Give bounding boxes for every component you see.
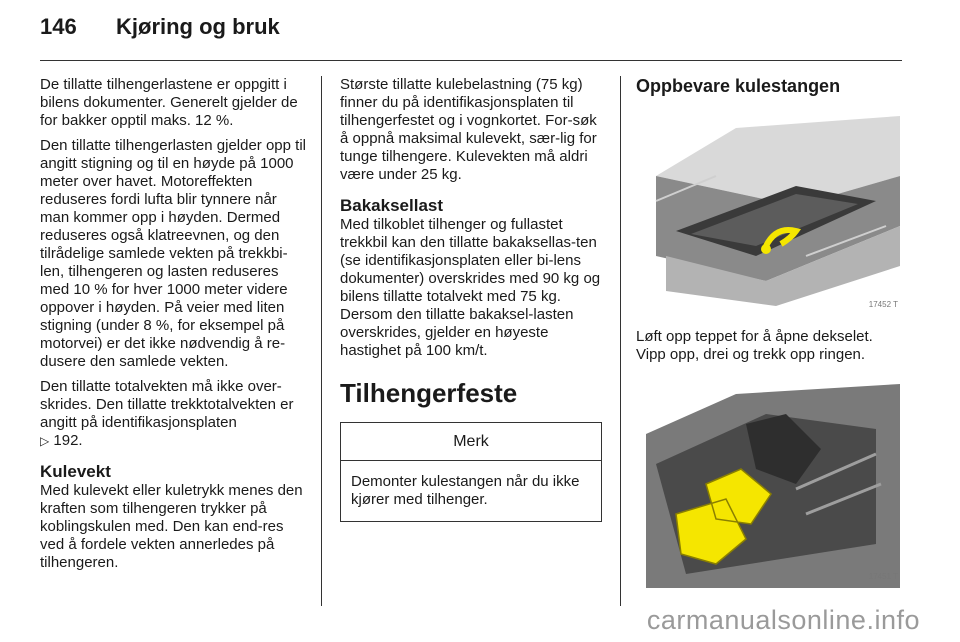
heading-tilhengerfeste: Tilhengerfeste	[340, 378, 518, 408]
paragraph: Med kulevekt eller kuletrykk menes den kraften som tilhengeren trykker på koblingskulen med. Den kan end-res ved å fordele vekten annerledes på tilhengeren.	[40, 482, 303, 571]
figure-code: 17451 T	[868, 572, 898, 581]
paragraph: De tillatte tilhengerlastene er oppgitt i bilens dokumenter. Generelt gjelder de for bakker opptil maks. 12 %.	[40, 76, 298, 129]
note-box	[340, 422, 602, 522]
note-title: Merk	[341, 423, 601, 461]
page-reference-icon: ▷	[40, 434, 50, 448]
column-left	[40, 76, 308, 579]
paragraph-text: Den tillatte totalvekten må ikke over-skrides. Den tillatte trekktotalvekten er angitt på identifikasjonsplaten	[40, 378, 294, 431]
header-divider	[40, 60, 902, 61]
paragraph: Med tilkoblet tilhenger og fullastet trekkbil kan den tillatte bakaksellas-ten (se identifikasjonsplaten eller bi-lens dokumenter) overskrides med 90 kg og bilens tillatte totalvekt med 75 kg. Dersom den tillatte bakaksel-lasten overskrides, gjelder en høyeste hastighet på 100 km/t.	[340, 216, 601, 359]
figure-caption: Løft opp teppet for å åpne dekselet. Vipp opp, drei og trekk opp ringen.	[636, 328, 873, 363]
column-divider	[620, 76, 621, 606]
column-middle	[340, 76, 602, 522]
paragraph: Den tillatte tilhengerlasten gjelder opp til angitt stigning og til en høyde på 1000 meter over havet. Motoreffekten reduseres fordi lufta blir tynnere når man kommer opp i høyden. Dermed reduseres også klatreevnen, og den tilrådelige samlede vekten på trekkbi-len, tilhengeren og lasten reduseres med 10 % for hver 1000 meter videre oppover i høyden. På veier med liten stigning (under 8 %, for eksempel på motorvei) er det ikke nødvendig å re-dusere den samlede vekten.	[40, 137, 306, 370]
paragraph	[40, 378, 308, 450]
page-reference-link[interactable]: 192.	[53, 432, 83, 449]
storage-compartment-drawing	[646, 374, 900, 588]
heading-bakaksellast: Bakaksellast	[340, 196, 444, 215]
storage-compartment-illustration	[646, 374, 900, 588]
column-divider	[321, 76, 322, 606]
heading-oppbevare-kulestangen: Oppbevare kulestangen	[636, 76, 841, 96]
watermark-text[interactable]: carmanualsonline.info	[646, 605, 920, 635]
heading-kulevekt: Kulevekt	[40, 462, 111, 481]
column-right	[636, 76, 902, 600]
figure-code: 17452 T	[868, 300, 898, 309]
trunk-floor-drawing	[646, 106, 900, 316]
section-title: Kjøring og bruk	[116, 14, 280, 39]
paragraph: Største tillatte kulebelastning (75 kg) finner du på identifikasjonsplaten til tilhengerfestet og i vognkortet. For-søk å oppnå maksimal kulevekt, sær-lig for tunge tilhengere. Kulevekten må aldri være under 25 kg.	[340, 76, 597, 183]
page-number: 146	[40, 14, 77, 39]
note-text: Demonter kulestangen når du ikke kjører med tilhenger.	[351, 473, 580, 508]
trunk-floor-illustration	[646, 106, 900, 316]
page-header	[40, 14, 280, 54]
